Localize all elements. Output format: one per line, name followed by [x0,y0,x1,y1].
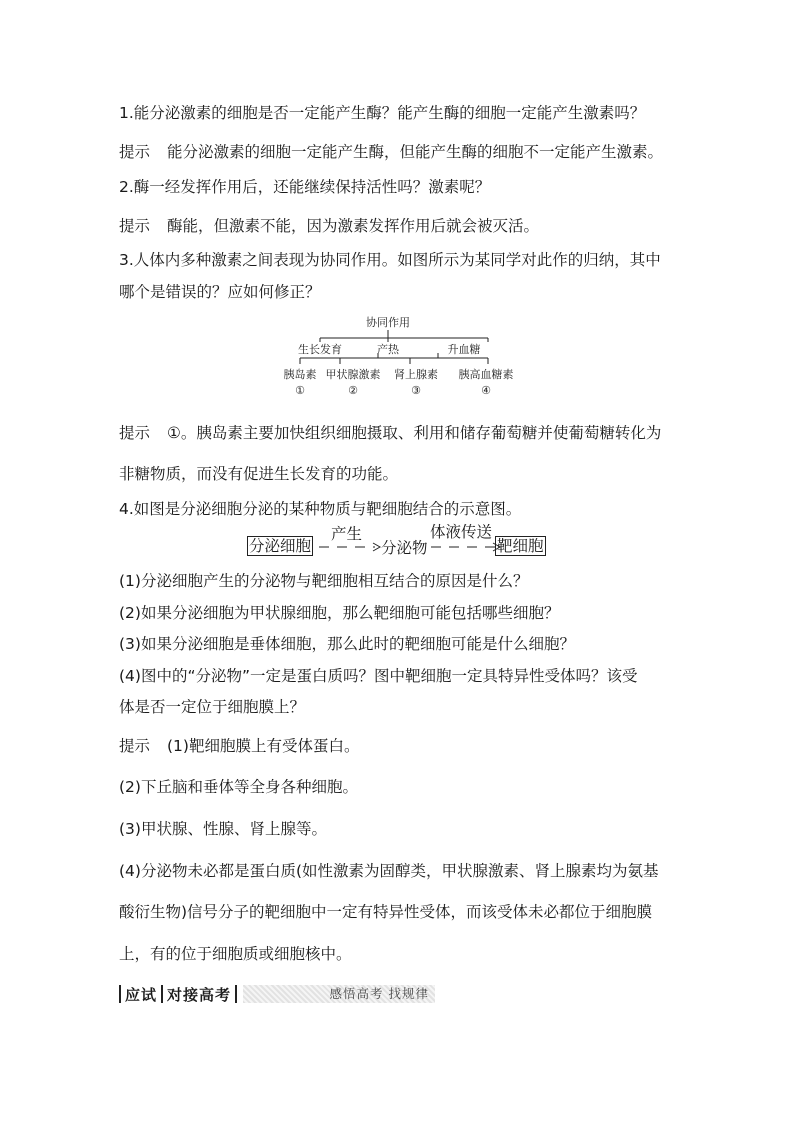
hint-4-answer-4-line-3: 上，有的位于细胞质或细胞核中。 [119,945,352,963]
diagram-effect-growth: 生长发育 [298,343,342,356]
diagram-hormone-adrenaline: 肾上腺素 [394,368,438,381]
hint-3-line-2: 非糖物质，而没有促进生长发育的功能。 [119,465,399,483]
diagram-hormone-glucagon: 胰高血糖素 [458,368,514,381]
question-4-intro: 4.如图是分泌细胞分泌的某种物质与靶细胞结合的示意图。 [119,500,522,518]
hint-4-answer-2: (2)下丘脑和垂体等全身各种细胞。 [119,778,358,796]
banner-divider [235,985,237,1003]
banner-title-part-1: 应试 [125,985,158,1004]
question-4-sub-4-line-1: (4)图中的“分泌物”一定是蛋白质吗？图中靶细胞一定具特异性受体吗？该受 [119,667,638,685]
question-1: 1.能分泌激素的细胞是否一定能产生酶？能产生酶的细胞一定能产生激素吗？ [119,104,646,122]
section-banner [119,983,435,1005]
hint-2 [119,214,539,236]
question-4-sub-4-line-2: 体是否一定位于细胞膜上？ [119,698,306,716]
flow-middle: 分泌物 [381,539,428,557]
hint-2-text: 酶能，但激素不能，因为激素发挥作用后就会被灭活。 [167,217,540,235]
flow-arrow-2-label: 体液传送 [430,523,493,541]
question-3-line-1: 3.人体内多种激素之间表现为协同作用。如图所示为某同学对此作的归纳，其中 [119,251,661,269]
hint-4-answer-1 [119,734,359,756]
question-4-sub-1: (1)分泌细胞产生的分泌物与靶细胞相互结合的原因是什么？ [119,572,529,590]
banner-subtitle: 感悟高考 找规律 [243,985,435,1003]
flow-arrow-1-label: 产生 [331,525,363,543]
diagram-marker-3: ③ [411,384,421,397]
question-3-line-2: 哪个是错误的？应如何修正？ [119,283,321,301]
question-2: 2.酶一经发挥作用后，还能继续保持活性吗？激素呢？ [119,178,491,196]
question-4-sub-2: (2)如果分泌细胞为甲状腺细胞，那么靶细胞可能包括哪些细胞？ [119,604,560,622]
diagram-marker-4: ④ [481,384,491,397]
diagram-root: 协同作用 [366,316,410,329]
hint-3-text: ①。胰岛素主要加快组织细胞摄取、利用和储存葡萄糖并使葡萄糖转化为 [167,424,662,442]
hint-4-answer-4-line-1: (4)分泌物未必都是蛋白质(如性激素为固醇类，甲状腺激素、肾上腺素均为氨基 [119,862,659,880]
diagram-marker-2: ② [348,384,358,397]
hint-label: 提示 [119,217,151,235]
flow-source-box: 分泌细胞 [249,537,312,555]
flow-arrow-1 [319,542,381,552]
hint-label: 提示 [119,143,151,161]
hint-label: 提示 [119,737,151,755]
secretion-flow-diagram [247,524,557,558]
diagram-effect-heat: 产热 [377,343,399,356]
hint-1 [119,140,663,162]
hint-4-answer-1-text: (1)靶细胞膜上有受体蛋白。 [167,737,360,755]
diagram-effect-glucose: 升血糖 [447,343,481,356]
hint-3-line-1 [119,421,661,443]
diagram-hormone-insulin: 胰岛素 [283,368,317,381]
banner-title-part-2: 对接高考 [167,985,232,1004]
hint-4-answer-4-line-2: 酸衍生物)信号分子的靶细胞中一定有特异性受体，而该受体未必都位于细胞膜 [119,903,653,921]
hint-label: 提示 [119,424,151,442]
flow-arrow-2 [431,542,501,552]
hint-1-text: 能分泌激素的细胞一定能产生酶，但能产生酶的细胞不一定能产生激素。 [167,143,664,161]
question-4-sub-3: (3)如果分泌细胞是垂体细胞，那么此时的靶细胞可能是什么细胞？ [119,635,575,653]
hint-4-answer-3: (3)甲状腺、性腺、肾上腺等。 [119,820,327,838]
diagram-marker-1: ① [295,384,305,397]
flow-target-box: 靶细胞 [497,537,544,555]
synergy-diagram [280,313,520,399]
diagram-hormone-thyroid: 甲状腺激素 [325,368,381,381]
